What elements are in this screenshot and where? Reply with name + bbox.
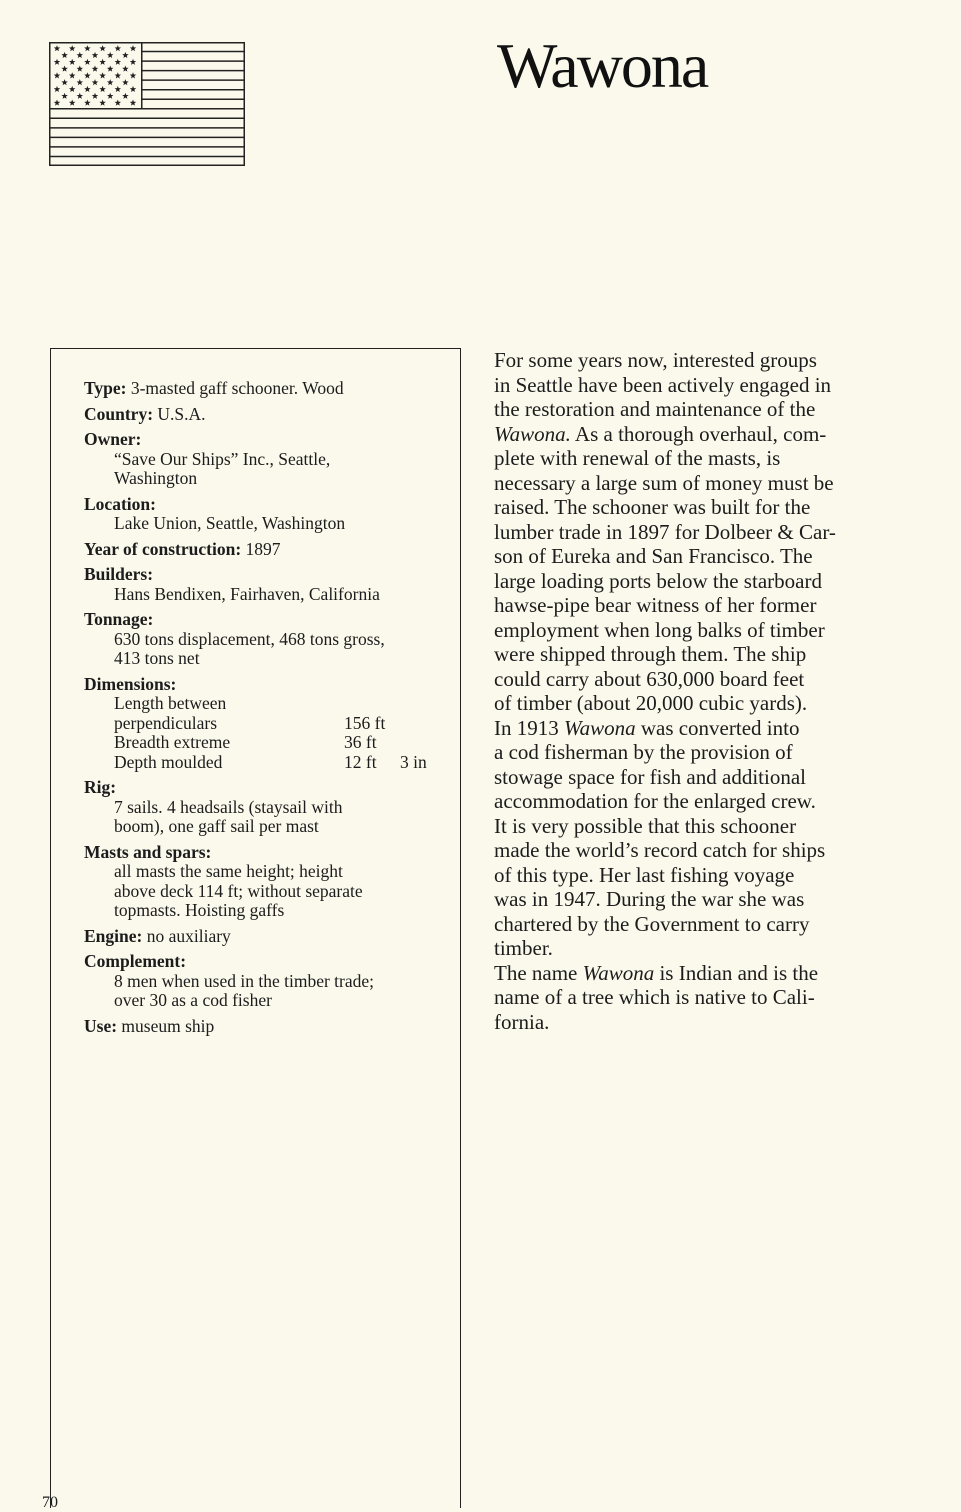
spec-value-line: above deck 114 ft; without separate: [114, 880, 363, 901]
spec-label: Dimensions:: [84, 673, 177, 694]
body-line: lumber trade in 1897 for Dolbeer & Car-: [494, 519, 836, 544]
spec-value: 3-masted gaff schooner. Wood: [126, 378, 344, 398]
body-line: employment when long balks of timber: [494, 617, 825, 642]
spec-label: Country:: [84, 403, 154, 424]
body-line: Wawona. As a thorough overhaul, com-: [494, 421, 827, 446]
spec-dimensions: [84, 675, 444, 773]
body-line: could carry about 630,000 board feet: [494, 666, 805, 691]
spec-label: Masts and spars:: [84, 841, 212, 862]
spec-value-line: 413 tons net: [114, 648, 200, 668]
spec-label: Builders:: [84, 564, 154, 584]
dimension-row: [84, 753, 444, 773]
body-line: chartered by the Government to carry: [494, 911, 810, 936]
body-line: hawse-pipe bear witness of her former: [494, 593, 817, 617]
body-line: in Seattle have been actively engaged in: [494, 372, 832, 397]
body-line: accommodation for the enlarged crew.: [494, 789, 816, 813]
specifications-list: [84, 379, 444, 1042]
spec-engine: [84, 927, 444, 947]
spec-year: [84, 540, 444, 560]
spec-complement: [84, 952, 444, 1011]
page-title: Wawona: [497, 30, 708, 101]
spec-value: 1897: [241, 538, 281, 559]
body-line: The name Wawona is Indian and is the: [494, 960, 819, 985]
spec-value-line: all masts the same height; height: [114, 861, 343, 881]
dimension-value: 156 ft: [344, 712, 386, 733]
spec-value-line: Washington: [114, 468, 198, 488]
spec-label: Rig:: [84, 777, 117, 797]
spec-value-line: 630 tons displacement, 468 tons gross,: [114, 628, 385, 649]
dimension-label: Depth moulded: [114, 751, 223, 772]
spec-builders: [84, 565, 444, 604]
spec-value-line: topmasts. Hoisting gaffs: [114, 900, 285, 920]
spec-owner: [84, 430, 444, 489]
spec-label: Complement:: [84, 951, 187, 971]
dimension-label: perpendiculars: [114, 712, 218, 733]
body-line: name of a tree which is native to Cali-: [494, 985, 815, 1009]
dimension-label: Breadth extreme: [114, 732, 231, 752]
spec-value-line: “Save Our Ships” Inc., Seattle,: [114, 448, 331, 469]
spec-value: museum ship: [117, 1015, 215, 1036]
dimension-value: 36 ft: [344, 732, 377, 752]
spec-type: [84, 379, 444, 399]
spec-label: Owner:: [84, 429, 142, 449]
spec-masts: [84, 843, 444, 921]
page-number: 70: [42, 1494, 58, 1511]
spec-value: U.S.A.: [153, 403, 206, 424]
spec-tonnage: [84, 610, 444, 669]
dimension-row: [84, 733, 444, 753]
spec-value-line: 8 men when used in the timber trade;: [114, 970, 374, 991]
body-line: It is very possible that this schooner: [494, 813, 797, 838]
spec-country: [84, 405, 444, 425]
body-line: a cod fisherman by the provision of: [494, 740, 793, 764]
spec-value-line: Lake Union, Seattle, Washington: [114, 513, 346, 533]
body-line: was in 1947. During the war she was: [494, 887, 805, 911]
body-line: of timber (about 20,000 cubic yards).: [494, 691, 808, 715]
spec-label: Engine:: [84, 925, 143, 946]
dimension-extra: 3 in: [400, 751, 427, 772]
dimension-label: Length between: [114, 693, 227, 713]
body-line: necessary a large sum of money must be: [494, 470, 834, 495]
us-flag-icon: [49, 42, 245, 166]
spec-label: Location:: [84, 493, 156, 514]
body-line: the restoration and maintenance of the: [494, 397, 816, 421]
description-text: [494, 348, 914, 1034]
spec-value-line: boom), one gaff sail per mast: [114, 816, 319, 836]
body-line: stowage space for fish and additional: [494, 764, 806, 789]
dimension-row: [84, 714, 444, 734]
spec-location: [84, 495, 444, 534]
body-line: In 1913 Wawona was converted into: [494, 715, 800, 740]
spec-use: [84, 1017, 444, 1037]
body-line: fornia.: [494, 1009, 550, 1034]
spec-value-line: over 30 as a cod fisher: [114, 990, 272, 1010]
body-line: were shipped through them. The ship: [494, 642, 807, 666]
spec-value: no auxiliary: [142, 925, 231, 946]
spec-label: Use:: [84, 1015, 118, 1036]
spec-value-line: Hans Bendixen, Fairhaven, California: [114, 583, 380, 604]
body-line: made the world’s record catch for ships: [494, 838, 826, 862]
spec-label: Year of construction:: [84, 538, 242, 559]
dimension-value: 12 ft: [344, 751, 377, 772]
body-line: plete with renewal of the masts, is: [494, 446, 781, 470]
spec-label: Type:: [84, 378, 127, 398]
body-line: of this type. Her last fishing voyage: [494, 862, 795, 887]
body-line: large loading ports below the starboard: [494, 568, 822, 593]
body-line: For some years now, interested groups: [494, 348, 817, 372]
body-line: son of Eureka and San Francisco. The: [494, 544, 813, 568]
body-line: timber.: [494, 936, 553, 960]
spec-rig: [84, 778, 444, 837]
spec-label: Tonnage:: [84, 609, 154, 629]
dimension-row: [84, 694, 444, 714]
body-line: raised. The schooner was built for the: [494, 495, 811, 519]
spec-value-line: 7 sails. 4 headsails (staysail with: [114, 796, 343, 817]
